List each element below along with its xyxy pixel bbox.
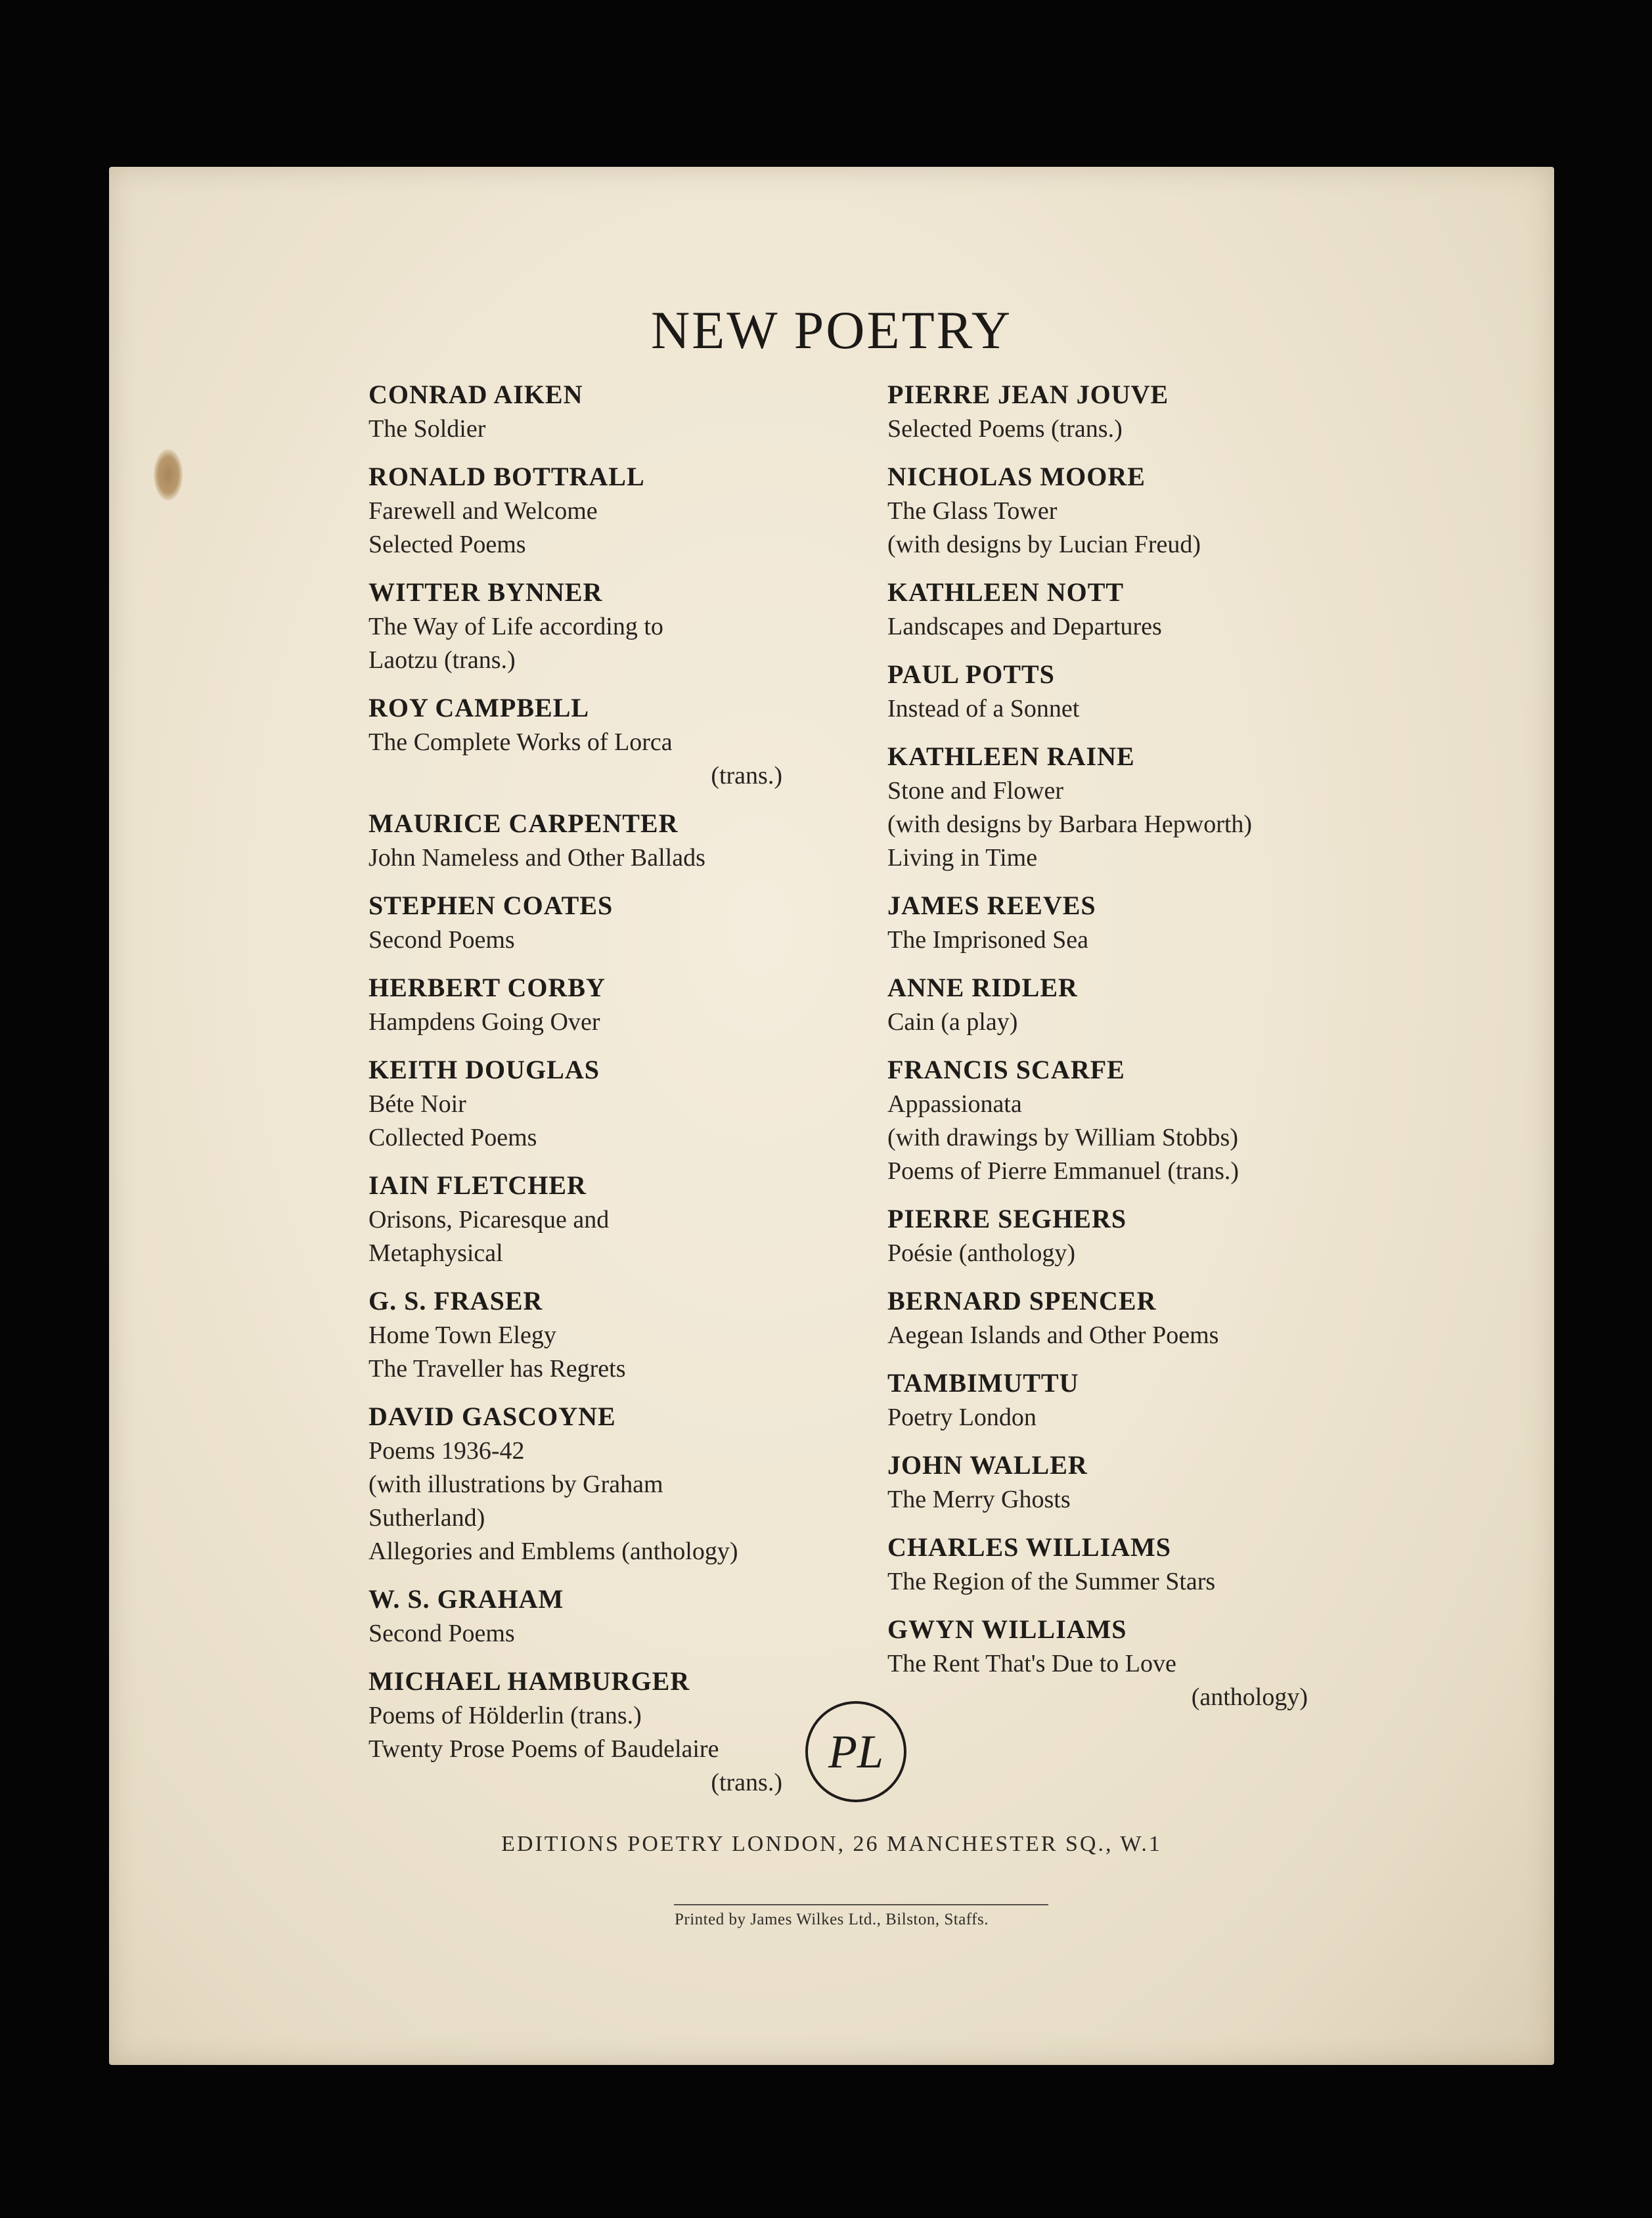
author-entry bbox=[887, 1448, 1308, 1517]
work-title: (with illustrations by Graham bbox=[368, 1471, 663, 1498]
work-title: The Way of Life according to bbox=[368, 613, 663, 640]
author-entry bbox=[887, 657, 1308, 726]
work-title: The Rent That's Due to Love bbox=[887, 1650, 1176, 1677]
author-name: HERBERT CORBY bbox=[368, 973, 606, 1002]
work-title: Second Poems bbox=[368, 1620, 515, 1647]
work-title: Metaphysical bbox=[368, 1239, 503, 1267]
work-title: Farewell and Welcome bbox=[368, 497, 598, 525]
author-entry bbox=[368, 1399, 782, 1568]
publisher-logo bbox=[804, 1700, 908, 1804]
divider-rule bbox=[674, 1904, 1048, 1905]
book-back-cover bbox=[109, 167, 1554, 2065]
author-name: JAMES REEVES bbox=[887, 891, 1096, 920]
author-name: PIERRE JEAN JOUVE bbox=[887, 380, 1169, 409]
author-name: G. S. FRASER bbox=[368, 1286, 543, 1316]
author-entry bbox=[368, 1582, 782, 1651]
author-name: PIERRE SEGHERS bbox=[887, 1204, 1127, 1233]
author-name: MICHAEL HAMBURGER bbox=[368, 1666, 690, 1696]
work-title: Poems of Pierre Emmanuel (trans.) bbox=[887, 1157, 1239, 1185]
author-name: WITTER BYNNER bbox=[368, 577, 603, 607]
work-title: Second Poems bbox=[368, 926, 515, 954]
paper-stain bbox=[154, 449, 183, 500]
work-title: Cain (a play) bbox=[887, 1008, 1018, 1036]
author-name: CONRAD AIKEN bbox=[368, 380, 583, 409]
work-title: Orisons, Picaresque and bbox=[368, 1206, 610, 1233]
author-entry bbox=[887, 1530, 1308, 1599]
author-name: IAIN FLETCHER bbox=[368, 1170, 587, 1200]
work-title: Béte Noir bbox=[368, 1090, 466, 1118]
publisher-address: EDITIONS POETRY LONDON, 26 MANCHESTER SQ., W.1 bbox=[501, 1832, 1162, 1856]
work-title: Poésie (anthology) bbox=[887, 1239, 1076, 1267]
author-name: PAUL POTTS bbox=[887, 659, 1055, 689]
right-author-column bbox=[887, 377, 1308, 1727]
work-title: Poems 1936-42 bbox=[368, 1437, 525, 1465]
author-name: KATHLEEN NOTT bbox=[887, 577, 1125, 607]
work-title: The Region of the Summer Stars bbox=[887, 1568, 1216, 1595]
work-title: Appassionata bbox=[887, 1090, 1022, 1118]
work-title: (anthology) bbox=[1191, 1683, 1308, 1711]
author-entry bbox=[368, 888, 782, 957]
page-title: NEW POETRY bbox=[650, 300, 1013, 360]
work-title: The Imprisoned Sea bbox=[887, 926, 1089, 954]
author-entry bbox=[887, 888, 1308, 957]
author-name: NICHOLAS MOORE bbox=[887, 462, 1146, 491]
author-entry bbox=[368, 377, 782, 446]
work-title: Landscapes and Departures bbox=[887, 613, 1162, 640]
author-name: DAVID GASCOYNE bbox=[368, 1402, 616, 1431]
left-author-column bbox=[368, 377, 782, 1813]
work-title: Twenty Prose Poems of Baudelaire bbox=[368, 1735, 719, 1763]
work-title: Aegean Islands and Other Poems bbox=[887, 1321, 1219, 1349]
author-name: KATHLEEN RAINE bbox=[887, 742, 1135, 771]
author-entry bbox=[368, 806, 782, 875]
work-title: (with drawings by William Stobbs) bbox=[887, 1124, 1238, 1151]
author-name: BERNARD SPENCER bbox=[887, 1286, 1157, 1316]
author-name: JOHN WALLER bbox=[887, 1450, 1088, 1480]
author-entry bbox=[368, 1664, 782, 1800]
author-entry bbox=[887, 1283, 1308, 1352]
author-entry bbox=[368, 690, 782, 793]
author-entry bbox=[887, 1201, 1308, 1270]
work-title: The Traveller has Regrets bbox=[368, 1355, 626, 1383]
author-entry bbox=[887, 1365, 1308, 1434]
author-entry bbox=[368, 459, 782, 562]
work-title: Hampdens Going Over bbox=[368, 1008, 600, 1036]
author-entry bbox=[887, 377, 1308, 446]
author-name: FRANCIS SCARFE bbox=[887, 1055, 1125, 1084]
printer-credit: Printed by James Wilkes Ltd., Bilston, Staffs. bbox=[674, 1911, 989, 1928]
work-title: (with designs by Barbara Hepworth) bbox=[887, 810, 1253, 838]
author-name: TAMBIMUTTU bbox=[887, 1368, 1079, 1398]
work-title: The Glass Tower bbox=[887, 497, 1058, 525]
work-title: Selected Poems bbox=[368, 531, 526, 558]
author-entry bbox=[887, 575, 1308, 644]
work-title: John Nameless and Other Ballads bbox=[368, 844, 705, 872]
work-title: The Complete Works of Lorca bbox=[368, 728, 673, 756]
work-title: Poems of Hölderlin (trans.) bbox=[368, 1702, 642, 1729]
author-name: CHARLES WILLIAMS bbox=[887, 1532, 1172, 1562]
work-title: Living in Time bbox=[887, 844, 1038, 872]
author-entry bbox=[887, 1612, 1308, 1714]
logo-monogram: PL bbox=[828, 1725, 884, 1778]
work-title: Poetry London bbox=[887, 1404, 1037, 1431]
author-name: STEPHEN COATES bbox=[368, 891, 614, 920]
author-entry bbox=[368, 1052, 782, 1155]
author-name: W. S. GRAHAM bbox=[368, 1584, 564, 1614]
work-title: The Soldier bbox=[368, 415, 486, 443]
work-title: (trans.) bbox=[711, 1769, 782, 1796]
work-title: Stone and Flower bbox=[887, 777, 1064, 805]
author-entry bbox=[887, 739, 1308, 875]
work-title: Instead of a Sonnet bbox=[887, 695, 1080, 722]
author-name: RONALD BOTTRALL bbox=[368, 462, 645, 491]
work-title: The Merry Ghosts bbox=[887, 1486, 1071, 1513]
author-name: MAURICE CARPENTER bbox=[368, 809, 679, 838]
author-entry bbox=[368, 1283, 782, 1386]
author-name: ROY CAMPBELL bbox=[368, 693, 590, 722]
work-title: Laotzu (trans.) bbox=[368, 646, 516, 674]
author-name: ANNE RIDLER bbox=[887, 973, 1078, 1002]
work-title: (with designs by Lucian Freud) bbox=[887, 531, 1201, 558]
work-title: (trans.) bbox=[711, 762, 782, 789]
work-title: Collected Poems bbox=[368, 1124, 537, 1151]
work-title: Home Town Elegy bbox=[368, 1321, 556, 1349]
work-title: Sutherland) bbox=[368, 1504, 485, 1532]
work-title: Allegories and Emblems (anthology) bbox=[368, 1538, 738, 1565]
author-entry bbox=[887, 459, 1308, 562]
author-entry bbox=[368, 575, 782, 677]
author-name: KEITH DOUGLAS bbox=[368, 1055, 600, 1084]
author-entry bbox=[368, 970, 782, 1039]
author-entry bbox=[887, 1052, 1308, 1188]
work-title: Selected Poems (trans.) bbox=[887, 415, 1123, 443]
author-entry bbox=[887, 970, 1308, 1039]
author-entry bbox=[368, 1168, 782, 1270]
author-name: GWYN WILLIAMS bbox=[887, 1614, 1127, 1644]
